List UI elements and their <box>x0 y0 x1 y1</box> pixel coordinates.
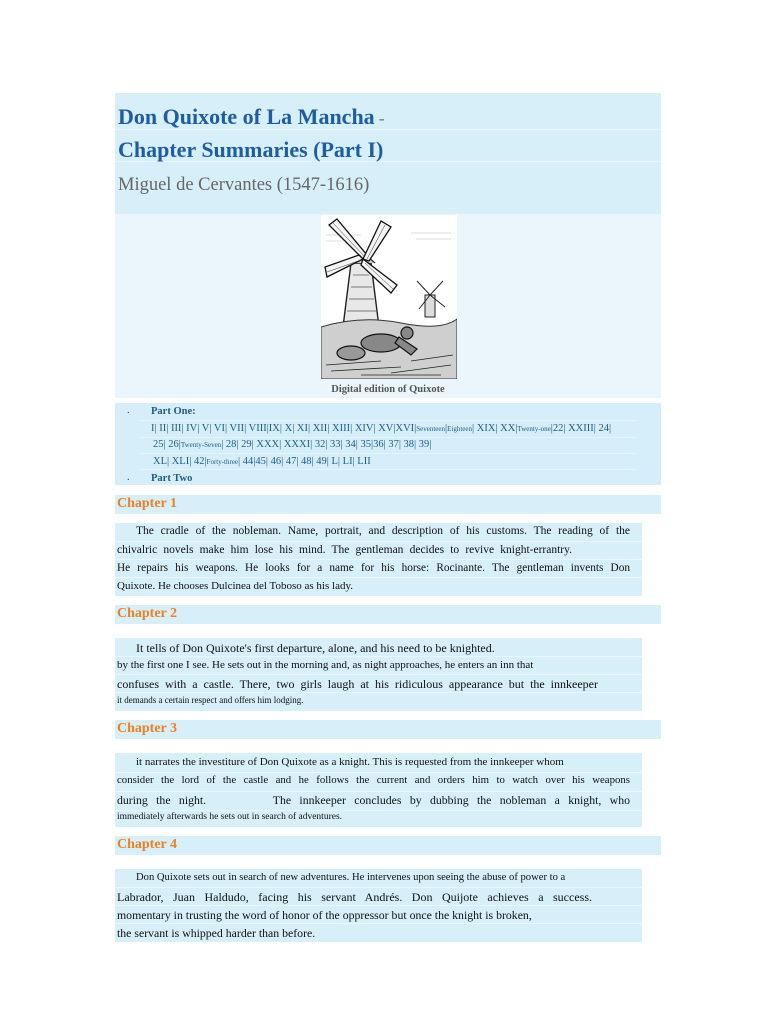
chapter-4-summary <box>115 869 642 942</box>
chapter-2-line-2: by the first one I see. He sets out in the morning and, as night approaches, he enters an inn that <box>117 659 534 671</box>
chapter-3-summary <box>115 753 642 827</box>
page-title <box>118 101 385 165</box>
chapter-4-line-1: Don Quixote sets out in search of new adventures. He intervenes upon seeing the abuse of power to a <box>136 872 566 883</box>
bullet-part-two: . <box>127 472 130 483</box>
index-links-row-2[interactable]: 25| 26|Twenty-Seven| 28| 29| XXX| XXXI| 32| 33| 34| 35|36| 37| 38| 39| <box>153 439 432 450</box>
part-one-link[interactable]: Part One: <box>151 406 196 417</box>
chapter-1-summary <box>115 523 642 596</box>
chapter-2-line-3: confuses with a castle. There, two girls laugh at his ridiculous appearance but the innkeeper <box>117 677 598 691</box>
index-links-row-1[interactable]: I| II| III| IV| V| VI| VII| VIII|IX| X| XI| XII| XIII| XIV| XV|XVI|Seventeen|Eighteen| XIX| XX|Twenty-one|22| XXIII| 24| <box>151 423 612 434</box>
chapter-2-line-4: it demands a certain respect and offers him lodging. <box>117 695 304 705</box>
chapter-3-line-3: during the night. The innkeeper concludes by dubbing the nobleman a knight, who <box>117 793 630 807</box>
index-links-row-3[interactable]: XL| XLI| 42|Forty-three| 44|45| 46| 47| 48| 49| L| LI| LII <box>153 456 371 467</box>
chapter-1-heading: Chapter 1 <box>115 495 661 514</box>
chapter-1-line-4: Quixote. He chooses Dulcinea del Toboso as his lady. <box>117 580 353 592</box>
image-caption: Digital edition of Quixote <box>331 384 445 395</box>
title-line-1: Don Quixote of La Mancha <box>118 104 375 129</box>
chapter-4-line-2: Labrador, Juan Haldudo, facing his servant Andrés. Don Quijote achieves a success. <box>117 890 592 904</box>
chapter-3-line-2: consider the lord of the castle and he follows the current and orders him to watch over his weapons <box>117 774 630 786</box>
chapter-2-summary <box>115 638 642 711</box>
chapter-4-line-3: momentary in trusting the word of honor of the oppressor but once the knight is broken, <box>117 908 532 922</box>
author-line: Miguel de Cervantes (1547-1616) <box>118 175 370 195</box>
chapter-2-heading: Chapter 2 <box>115 605 661 624</box>
title-dash: - <box>378 108 385 128</box>
chapter-4-heading: Chapter 4 <box>115 836 661 855</box>
chapter-3-line-1: it narrates the investiture of Don Quixote as a knight. This is requested from the innkeeper whom <box>136 756 564 768</box>
chapter-1-line-1: The cradle of the nobleman. Name, portrait, and description of his customs. The reading of the <box>136 525 630 537</box>
chapter-1-line-3: He repairs his weapons. He looks for a name for his horse: Rocinante. The gentleman invents Don <box>117 562 630 574</box>
chapter-3-line-4: immediately afterwards he sets out in search of adventures. <box>117 812 343 822</box>
chapter-2-line-1: It tells of Don Quixote's first departure, alone, and his need to be knighted. <box>136 641 495 655</box>
windmill-illustration-icon <box>321 215 457 379</box>
bullet-part-one: . <box>127 405 130 416</box>
chapter-1-line-2: chivalric novels make him lose his mind. The gentleman decides to revive knight-errantry. <box>117 544 572 556</box>
chapter-4-line-4: the servant is whipped harder than before. <box>117 926 316 940</box>
chapter-3-heading: Chapter 3 <box>115 720 661 739</box>
part-two-link[interactable]: Part Two <box>151 473 193 484</box>
title-line-2: Chapter Summaries (Part I) <box>118 137 384 162</box>
